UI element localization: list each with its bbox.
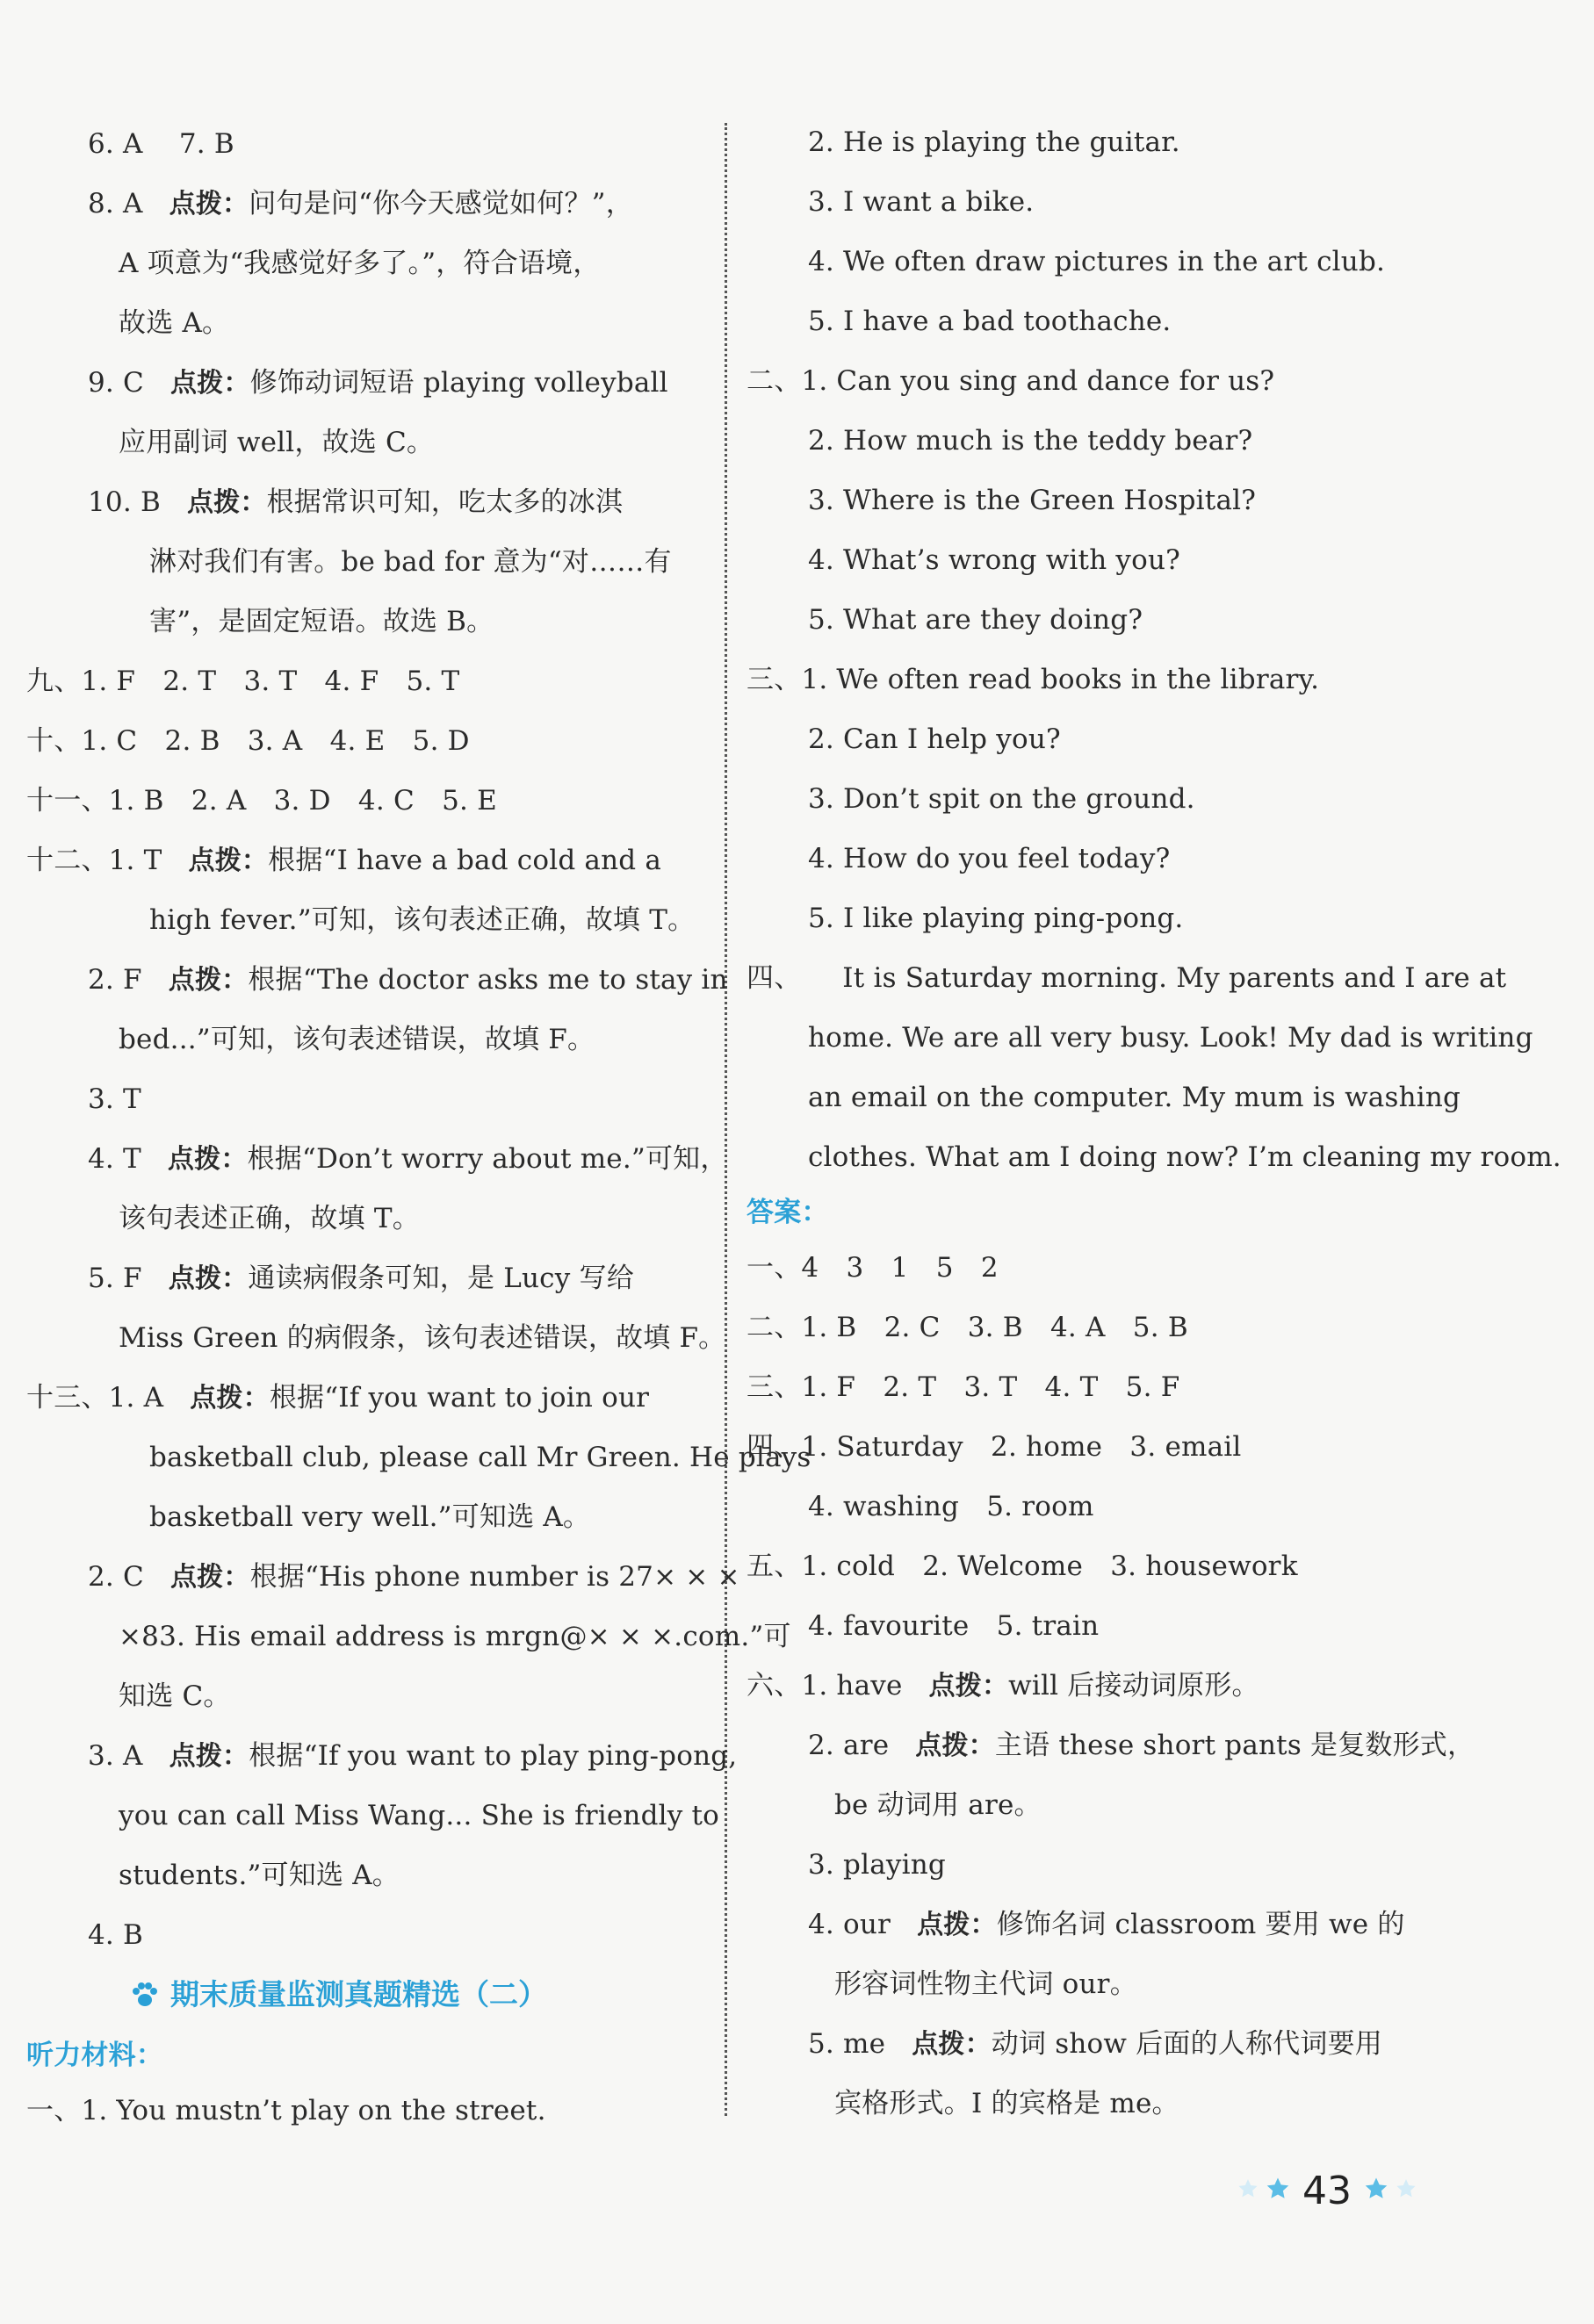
- answer-line: [26, 472, 703, 532]
- hint-label: 点拨：: [928, 1671, 1009, 1702]
- answer-line: [26, 1607, 791, 1666]
- answer-line: [26, 353, 703, 413]
- line-text: 修饰名词 classroom 要用 we 的: [996, 1909, 1405, 1940]
- line-text: 根据“If you want to play ping-pong,: [249, 1740, 738, 1772]
- hint-label: 点拨：: [188, 845, 269, 876]
- hint-label: 点拨：: [190, 1383, 270, 1414]
- hint-label: 点拨：: [168, 1263, 249, 1294]
- line-text: 根据“Don’t worry about me.”可知，: [247, 1143, 728, 1175]
- answer-line: [26, 1487, 703, 1547]
- answer-line: [747, 1596, 1440, 1656]
- line-text: 6. A 7. B: [88, 128, 234, 160]
- answer-line: [26, 1786, 720, 1846]
- answer-line: [26, 1666, 703, 1726]
- line-text: 3. Where is the Green Hospital?: [808, 485, 1257, 516]
- line-text: 害”，是固定短语。故选 B。: [149, 606, 494, 637]
- section-title: [26, 1965, 703, 2030]
- line-text: ×83. His email address is mrgn@× × ×.com.”可: [119, 1621, 791, 1652]
- line-text: 二、1. B 2. C 3. B 4. A 5. B: [747, 1312, 1188, 1343]
- answer-line: [26, 174, 703, 234]
- transcript-line: [747, 112, 1440, 172]
- line-text: basketball club, please call Mr Green. He plays: [149, 1442, 811, 1473]
- line-text: clothes. What am I doing now? I’m cleaning my room.: [808, 1141, 1562, 1173]
- line-text: 应用副词 well，故选 C。: [119, 427, 435, 458]
- line-text: 故选 A。: [119, 307, 230, 339]
- line-text: 5. I like playing ping-pong.: [808, 903, 1184, 934]
- line-text: 2. Can I help you?: [808, 723, 1061, 755]
- transcript-line: [747, 590, 1440, 650]
- line-text: 2. How much is the teddy bear?: [808, 425, 1253, 457]
- answer-line: [26, 651, 703, 711]
- answer-line: [26, 1905, 703, 1965]
- transcript-line: [747, 172, 1440, 232]
- paw-icon: [130, 1982, 160, 2008]
- line-text: 十、1. C 2. B 3. A 4. E 5. D: [26, 725, 470, 757]
- item-number: 4. our: [808, 1909, 891, 1940]
- answer-line: [747, 1775, 1440, 1835]
- item-number: 六、1. have: [747, 1670, 903, 1702]
- hint-label: 点拨：: [168, 965, 249, 996]
- transcript-line: [747, 351, 1440, 411]
- transcript-line: [747, 1008, 1533, 1068]
- line-text: 形容词性物主代词 our。: [834, 1968, 1137, 2000]
- answer-line: [747, 1536, 1440, 1596]
- answer-line: [26, 771, 703, 831]
- transcript-line: [747, 948, 1507, 1008]
- line-text: 二、1. Can you sing and dance for us?: [747, 365, 1275, 397]
- star-icon: [1265, 2176, 1291, 2205]
- item-number: 十三、1. A: [26, 1382, 164, 1414]
- line-text: 通读病假条可知，是 Lucy 写给: [248, 1263, 634, 1294]
- line-text: Miss Green 的病假条，该句表述错误，故填 F。: [119, 1322, 726, 1354]
- line-text: will 后接动词原形。: [1008, 1670, 1259, 1702]
- answer-line: [747, 1716, 1475, 1775]
- answer-line: [26, 1010, 703, 1069]
- line-text: 4. favourite 5. train: [808, 1610, 1100, 1642]
- answer-line: [747, 1238, 1440, 1298]
- hint-label: 点拨：: [186, 487, 267, 518]
- line-text: 三、1. We often read books in the library.: [747, 664, 1320, 695]
- line-text: 一、4 3 1 5 2: [747, 1252, 999, 1284]
- transcript-line: [747, 889, 1440, 948]
- answer-line: [26, 413, 703, 472]
- transcript-line: [747, 291, 1440, 351]
- line-text: 根据常识可知，吃太多的冰淇: [266, 486, 624, 518]
- line-text: 淋对我们有害。be bad for 意为“对……有: [149, 546, 672, 578]
- line-text: you can call Miss Wang... She is friendly to: [119, 1800, 720, 1831]
- answer-line: [26, 1069, 703, 1129]
- line-text: 宾格形式。I 的宾格是 me。: [834, 2088, 1179, 2119]
- answer-line: [747, 1477, 1440, 1536]
- answer-line: 一、1. You mustn’t play on the street.: [26, 2095, 546, 2126]
- transcript-line: [747, 232, 1440, 291]
- answer-line: [747, 1656, 1440, 1716]
- line-text: 问句是问“你今天感觉如何？”，: [249, 188, 633, 219]
- answer-line: [747, 1895, 1440, 1954]
- hint-label: 点拨：: [167, 1144, 248, 1175]
- page-number: 43: [1302, 2168, 1352, 2213]
- answer-line: [26, 114, 703, 174]
- line-text: 修饰动词短语 playing volleyball: [249, 367, 668, 399]
- answer-line: [26, 1189, 703, 1248]
- answer-line: [747, 1417, 1440, 1477]
- line-text: 四、1. Saturday 2. home 3. email: [747, 1431, 1242, 1463]
- line-text: students.”可知选 A。: [119, 1860, 400, 1891]
- item-number: 2. are: [808, 1730, 890, 1761]
- hint-label: 点拨：: [915, 1730, 995, 1761]
- answer-line: [26, 1129, 728, 1189]
- answer-line: [26, 1726, 738, 1786]
- answer-line: [26, 711, 703, 771]
- answer-line: [747, 2014, 1440, 2074]
- answer-line: [747, 1357, 1440, 1417]
- answers-heading: 答案：: [747, 1197, 829, 1228]
- line-text: 该句表述正确，故填 T。: [119, 1203, 420, 1234]
- line-text: 根据“His phone number is 27× × ×: [249, 1561, 740, 1593]
- answer-line: [26, 1248, 703, 1308]
- line-text: 十一、1. B 2. A 3. D 4. C 5. E: [26, 785, 497, 817]
- item-number: 5. F: [88, 1263, 142, 1294]
- line-text: 3. T: [88, 1083, 141, 1115]
- line-text: 根据“I have a bad cold and a: [268, 845, 662, 876]
- answer-line: [747, 1298, 1440, 1357]
- hint-label: 点拨：: [169, 1562, 250, 1593]
- answer-line: [26, 234, 703, 293]
- listening-heading: 听力材料：: [26, 2040, 163, 2071]
- line-text: A 项意为“我感觉好多了。”，符合语境，: [119, 248, 601, 279]
- transcript-line: [747, 471, 1440, 530]
- line-text: 5. I have a bad toothache.: [808, 306, 1172, 337]
- line-text: 主语 these short pants 是复数形式，: [994, 1730, 1475, 1761]
- transcript-line: [747, 650, 1440, 709]
- line-text: 3. I want a bike.: [808, 186, 1035, 218]
- line-text: 四、 It is Saturday morning. My parents and I are at: [747, 962, 1507, 994]
- line-text: 2. He is playing the guitar.: [808, 126, 1180, 158]
- line-text: 根据“The doctor asks me to stay in: [248, 964, 728, 996]
- line-text: 3. playing: [808, 1849, 946, 1881]
- line-text: 4. We often draw pictures in the art club.: [808, 246, 1386, 277]
- transcript-line: [747, 530, 1440, 590]
- page-footer: [1234, 2164, 1420, 2217]
- item-number: 3. A: [88, 1740, 143, 1772]
- answer-line: [26, 831, 703, 890]
- answer-line: [26, 1308, 726, 1368]
- line-text: 5. What are they doing?: [808, 604, 1143, 636]
- right-column: [747, 112, 1562, 2133]
- item-number: 2. C: [88, 1561, 144, 1593]
- line-text: 3. Don’t spit on the ground.: [808, 783, 1195, 815]
- item-number: 5. me: [808, 2028, 886, 2060]
- transcript-line: [747, 1127, 1562, 1187]
- answer-line: [26, 950, 728, 1010]
- transcript-line: [747, 1068, 1461, 1127]
- answer-line: [26, 592, 703, 651]
- hint-label: 点拨：: [917, 1910, 997, 1940]
- item-number: 8. A: [88, 188, 143, 219]
- item-number: 9. C: [88, 367, 144, 399]
- line-text: 根据“If you want to join our: [269, 1382, 650, 1414]
- transcript-line: [747, 769, 1440, 829]
- answer-line: [26, 1846, 703, 1905]
- item-number: 2. F: [88, 964, 142, 996]
- line-text: 4. B: [88, 1919, 144, 1951]
- answer-line: [26, 532, 703, 592]
- hint-label: 点拨：: [169, 189, 249, 219]
- star-icon: [1395, 2177, 1417, 2204]
- transcript-line: [747, 829, 1440, 889]
- line-text: an email on the computer. My mum is washing: [808, 1082, 1461, 1113]
- column-divider: [725, 123, 727, 2116]
- line-text: 动词 show 后面的人称代词要用: [991, 2028, 1382, 2060]
- line-text: 五、1. cold 2. Welcome 3. housework: [747, 1551, 1298, 1582]
- line-text: 知选 C。: [119, 1680, 231, 1712]
- line-text: basketball very well.”可知选 A。: [149, 1501, 591, 1533]
- hint-label: 点拨：: [912, 2029, 992, 2060]
- line-text: 4. What’s wrong with you?: [808, 544, 1180, 576]
- answer-line: [26, 1428, 811, 1487]
- line-text: bed...”可知，该句表述错误，故填 F。: [119, 1024, 595, 1055]
- line-text: home. We are all very busy. Look! My dad is writing: [808, 1022, 1533, 1054]
- line-text: 4. How do you feel today?: [808, 843, 1171, 874]
- item-number: 4. T: [88, 1143, 141, 1175]
- answer-line: [747, 2074, 1440, 2133]
- answer-line: [26, 293, 703, 353]
- line-text: high fever.”可知，该句表述正确，故填 T。: [149, 904, 696, 936]
- star-icon: [1237, 2177, 1259, 2204]
- transcript-line: [747, 709, 1440, 769]
- hint-label: 点拨：: [169, 1741, 249, 1772]
- answer-line: [26, 1368, 703, 1428]
- line-text: 三、1. F 2. T 3. T 4. T 5. F: [747, 1371, 1180, 1403]
- answer-line: [26, 890, 703, 950]
- transcript-line: [747, 411, 1440, 471]
- answer-line: [26, 1547, 740, 1607]
- item-number: 十二、1. T: [26, 845, 162, 876]
- answer-line: [747, 1835, 1440, 1895]
- answer-line: [747, 1954, 1440, 2014]
- section-title-text: 期末质量监测真题精选（二）: [170, 1977, 547, 2011]
- line-text: 4. washing 5. room: [808, 1491, 1094, 1522]
- line-text: 九、1. F 2. T 3. T 4. F 5. T: [26, 666, 460, 697]
- item-number: 10. B: [88, 486, 161, 518]
- hint-label: 点拨：: [169, 368, 250, 399]
- line-text: be 动词用 are。: [834, 1789, 1042, 1821]
- star-icon: [1363, 2176, 1389, 2205]
